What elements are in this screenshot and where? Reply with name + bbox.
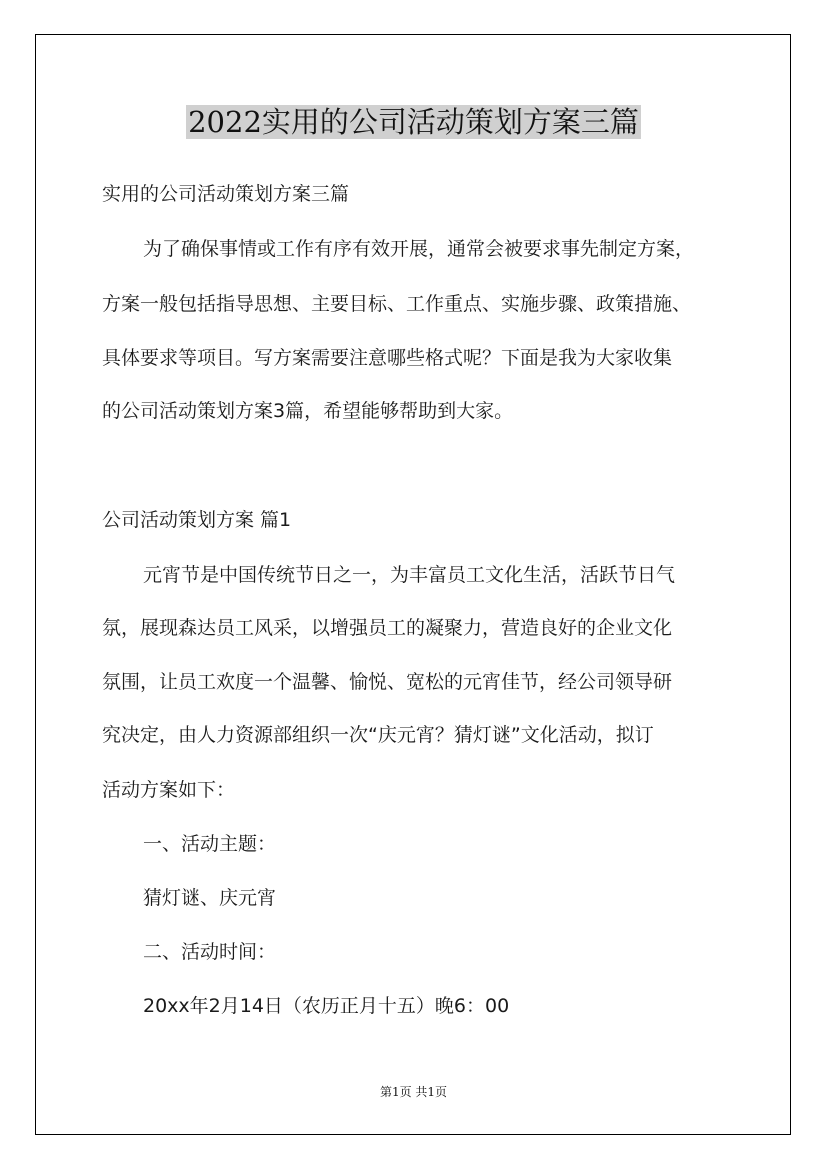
- intro-line-2: 方案一般包括指导思想、主要目标、工作重点、实施步骤、政策措施、: [102, 293, 692, 315]
- section1-line-3: 氛围，让员工欢度一个温馨、愉悦、宽松的元宵佳节，经公司领导研: [102, 671, 673, 693]
- intro-line-4: 的公司活动策划方案3篇，希望能够帮助到大家。: [102, 400, 514, 422]
- item2-heading: 二、活动时间：: [143, 941, 277, 963]
- item1-content: 猜灯谜、庆元宵: [143, 887, 277, 909]
- item1-heading: 一、活动主题：: [143, 833, 277, 855]
- section1-line-4: 究决定，由人力资源部组织一次“庆元宵？猜灯谜”文化活动，拟订: [102, 724, 654, 746]
- intro-line-1: 为了确保事情或工作有序有效开展，通常会被要求事先制定方案，: [143, 238, 695, 260]
- title-text: 2022实用的公司活动策划方案三篇: [188, 105, 639, 139]
- section1-heading: 公司活动策划方案 篇1: [102, 509, 292, 531]
- page-footer: 第1页 共1页: [379, 1085, 448, 1099]
- document-title: [0, 102, 827, 142]
- section1-line-2: 氛，展现森达员工风采，以增强员工的凝聚力，营造良好的企业文化: [102, 617, 673, 639]
- intro-line-3: 具体要求等项目。写方案需要注意哪些格式呢？下面是我为大家收集: [102, 347, 673, 369]
- section1-line-1: 元宵节是中国传统节日之一，为丰富员工文化生活，活跃节日气: [143, 564, 676, 586]
- document-subtitle: 实用的公司活动策划方案三篇: [102, 183, 350, 205]
- section1-line-5: 活动方案如下：: [102, 779, 236, 801]
- item2-content: 20xx年2月14日（农历正月十五）晚6：00: [143, 995, 510, 1017]
